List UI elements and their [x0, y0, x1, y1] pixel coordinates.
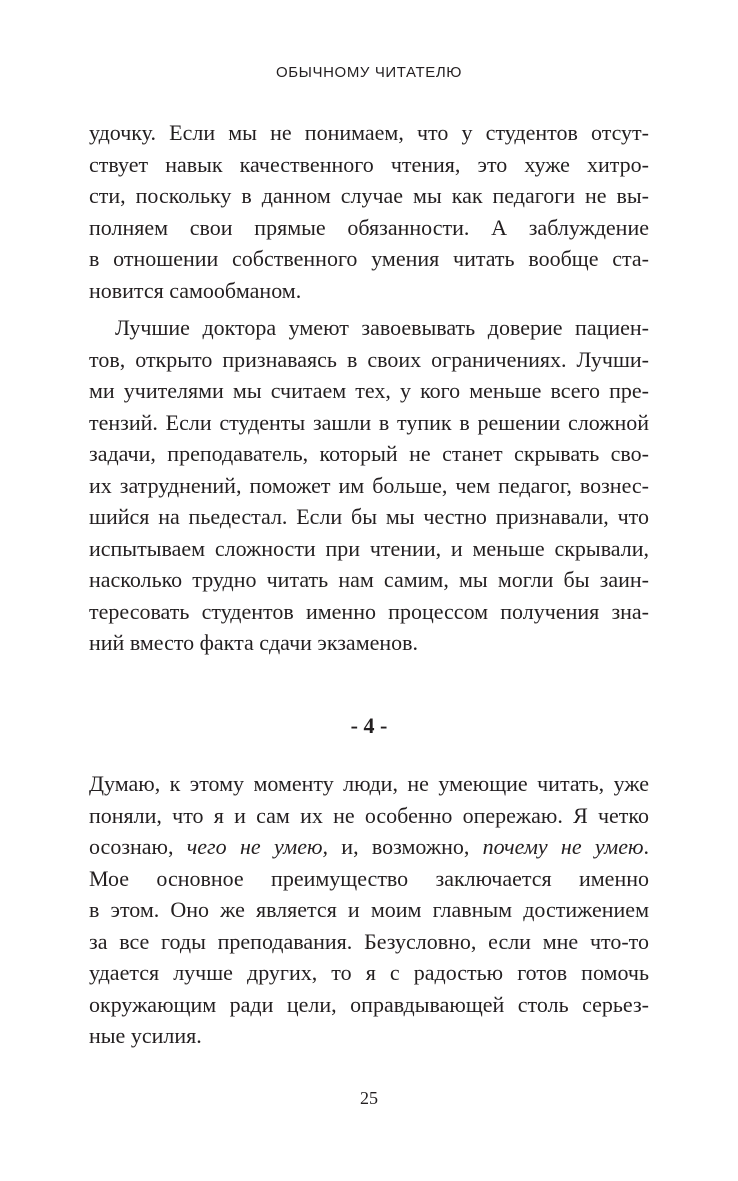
- text-line: ми учителями мы считаем тех, у кого меньше всего пре-: [89, 378, 649, 403]
- text-line: ствует навык качественного чтения, это хуже хитро-: [89, 151, 649, 177]
- text-run: и, возможно,: [327, 834, 483, 859]
- text-line: задачи, преподаватель, который не станет скрывать сво-: [89, 441, 649, 466]
- text-line: [89, 831, 649, 863]
- text-line: Мое основное преимущество заключается именно: [89, 865, 649, 891]
- text-line: в этом. Оно же является и моим главным достижением: [89, 897, 649, 922]
- text-line: окружающим ради цели, оправдывающей столь серьез-: [89, 991, 649, 1017]
- text-line: Лучшие доктора умеют завоевывать доверие пациен-: [115, 315, 649, 340]
- text-line: Думаю, к этому моменту люди, не умеющие читать, уже: [89, 771, 649, 796]
- text-run: .: [643, 834, 649, 859]
- paragraph-2: [89, 312, 649, 659]
- text-line: тересовать студентов именно процессом получения зна-: [89, 598, 649, 624]
- text-line: ний вместо факта сдачи экзаменов.: [89, 630, 419, 655]
- text-line: испытываем сложности при чтении, и меньше скрывали,: [89, 535, 649, 561]
- text-line: в отношении собственного умения читать вообще ста-: [89, 246, 649, 271]
- text-line: за все годы преподавания. Безусловно, если мне что-то: [89, 928, 649, 954]
- text-run: осознаю,: [89, 834, 187, 859]
- text-line: полняем свои прямые обязанности. А заблуждение: [89, 214, 649, 240]
- text-line: насколько трудно читать нам самим, мы могли бы заин-: [89, 567, 649, 592]
- italic-run: чего не умею,: [186, 834, 328, 859]
- text-line: новится самообманом.: [89, 277, 302, 303]
- italic-run: почему не умею: [482, 834, 644, 859]
- text-line: сти, поскольку в данном случае мы как педагоги не вы-: [89, 183, 649, 208]
- text-line: удочку. Если мы не понимаем, что у студентов отсут-: [89, 120, 649, 145]
- text-line: тов, открыто признаваясь в своих ограничениях. Лучши-: [89, 346, 649, 372]
- section-number: - 4 -: [350, 713, 388, 738]
- text-line: тензий. Если студенты зашли в тупик в решении сложной: [89, 409, 649, 435]
- running-head: ОБЫЧНОМУ ЧИТАТЕЛЮ: [275, 64, 463, 81]
- text-line: поняли, что я и сам их не особенно опережаю. Я четко: [89, 802, 649, 828]
- text-line: их затруднений, поможет им больше, чем педагог, вознес-: [89, 472, 649, 498]
- text-line: удается лучше других, то я с радостью готов помочь: [89, 960, 649, 985]
- paragraph-3: [89, 768, 649, 1052]
- text-line: ные усилия.: [89, 1023, 202, 1048]
- page-number: 25: [360, 1088, 378, 1108]
- paragraph-1: [89, 117, 649, 306]
- text-line: шийся на пьедестал. Если бы мы честно признавали, что: [89, 504, 649, 529]
